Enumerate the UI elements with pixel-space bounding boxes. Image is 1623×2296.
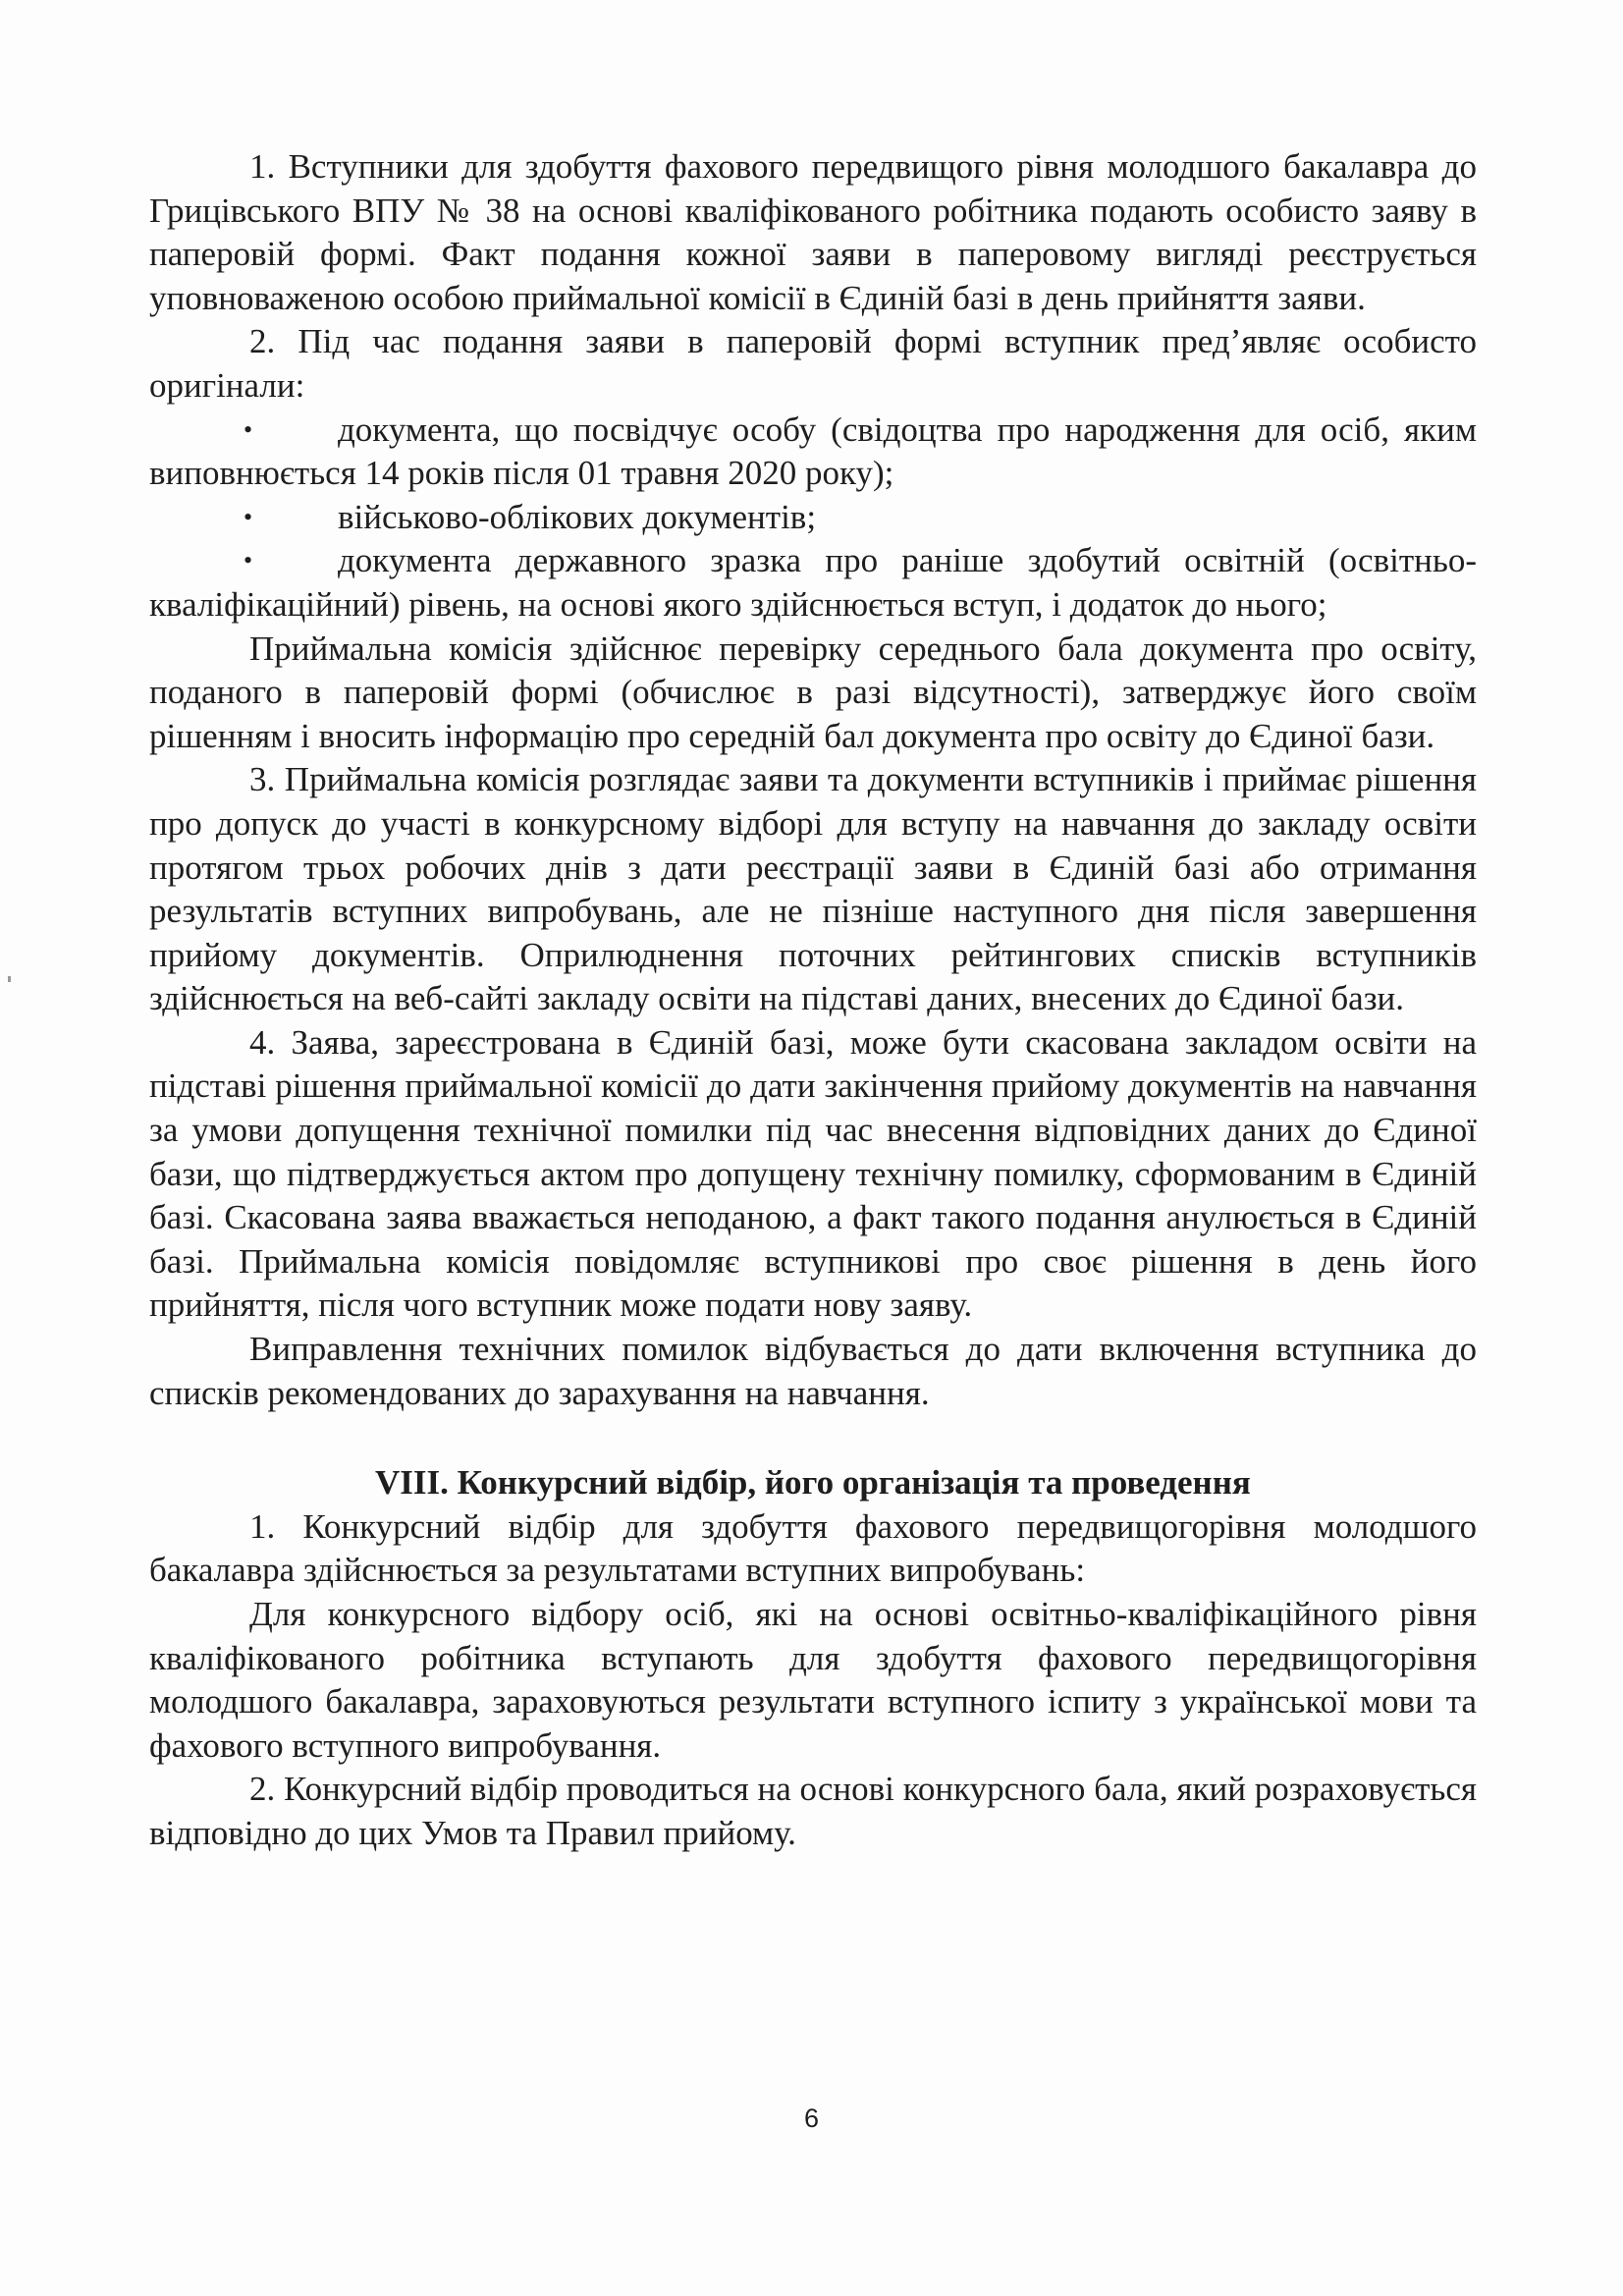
paragraph-average-score: Приймальна комісія здійснює перевірку середнього бала документа про освіту, поданого в паперовій формі (обчислює в разі відсутності), затверджує його своїм рішенням і вносить інформацію про середній бал документа про освіту до Єдиної бази. bbox=[149, 629, 1477, 755]
bullet-icon: • bbox=[243, 546, 253, 575]
paragraph-2: 2. Під час подання заяви в паперовій формі вступник пред’являє особисто оригінали: bbox=[149, 322, 1477, 405]
bullet-icon: • bbox=[243, 502, 253, 531]
bullet-text: документа, що посвідчує особу (свідоцтва про народження для осіб, яким виповнюється 14 років після 01 травня 2020 року); bbox=[149, 410, 1477, 493]
paragraph-section8-selection: Для конкурсного відбору осіб, які на основі освітньо-кваліфікаційного рівня кваліфікованого робітника вступають для здобуття фахового передвищогорівня молодшого бакалавра, зараховуються результати вступного іспиту з української мови та фахового вступного випробування. bbox=[149, 1595, 1477, 1765]
document-body bbox=[149, 145, 1477, 1856]
scan-artifact bbox=[8, 976, 11, 982]
page-number: 6 bbox=[803, 2104, 820, 2133]
section-heading: VIII. Конкурсний відбір, його організація та проведення bbox=[375, 1463, 1251, 1503]
bullet-item-education-document bbox=[149, 539, 1477, 627]
bullet-item-identity-document bbox=[149, 409, 1477, 496]
paragraph-section8-2: 2. Конкурсний відбір проводиться на основі конкурсного бала, який розраховується відповідно до цих Умов та Правил прийому. bbox=[149, 1770, 1477, 1852]
bullet-icon: • bbox=[243, 414, 253, 444]
bullet-text: військово-облікових документів; bbox=[338, 497, 817, 536]
paragraph-corrections: Виправлення технічних помилок відбувається до дати включення вступника до списків рекомендованих до зарахування на навчання. bbox=[149, 1330, 1477, 1412]
bullet-item-military-documents bbox=[149, 496, 1477, 540]
paragraph-4: 4. Заява, зареєстрована в Єдиній базі, може бути скасована закладом освіти на підставі рішення приймальної комісії до дати закінчення прийому документів на навчання за умови допущення технічної помилки під час внесення відповідних даних до Єдиної бази, що підтверджується актом про допущену технічну помилку, сформованим в Єдиній базі. Скасована заява вважається неподаною, а факт такого подання анулюється в Єдиній базі. Приймальна комісія повідомляє вступникові про своє рішення в день його прийняття, після чого вступник може подати нову заяву. bbox=[149, 1022, 1477, 1325]
paragraph-section8-1: 1. Конкурсний відбір для здобуття фахового передвищогорівня молодшого бакалавра здійснюється за результатами вступних випробувань: bbox=[149, 1506, 1477, 1590]
paragraph-1: 1. Вступники для здобуття фахового передвищого рівня молодшого бакалавра до Грицівського ВПУ № 38 на основі кваліфікованого робітника подають особисто заяву в паперовій формі. Факт подання кожної заяви в паперовому вигляді реєструється уповноваженою особою приймальної комісії в Єдиній базі в день прийняття заяви. bbox=[149, 147, 1477, 317]
bullet-text: документа державного зразка про раніше здобутий освітній (освітньо-кваліфікаційний) рівень, на основі якого здійснюється вступ, і додаток до нього; bbox=[149, 541, 1477, 624]
paragraph-3: 3. Приймальна комісія розглядає заяви та документи вступників і приймає рішення про допуск до участі в конкурсному відборі для вступу на навчання до закладу освіти протягом трьох робочих днів з дати реєстрації заяви в Єдиній базі або отримання результатів вступних випробувань, але не пізніше наступного дня після завершення прийому документів. Оприлюднення поточних рейтингових списків вступників здійснюється на веб-сайті закладу освіти на підставі даних, внесених до Єдиної бази. bbox=[149, 760, 1477, 1018]
